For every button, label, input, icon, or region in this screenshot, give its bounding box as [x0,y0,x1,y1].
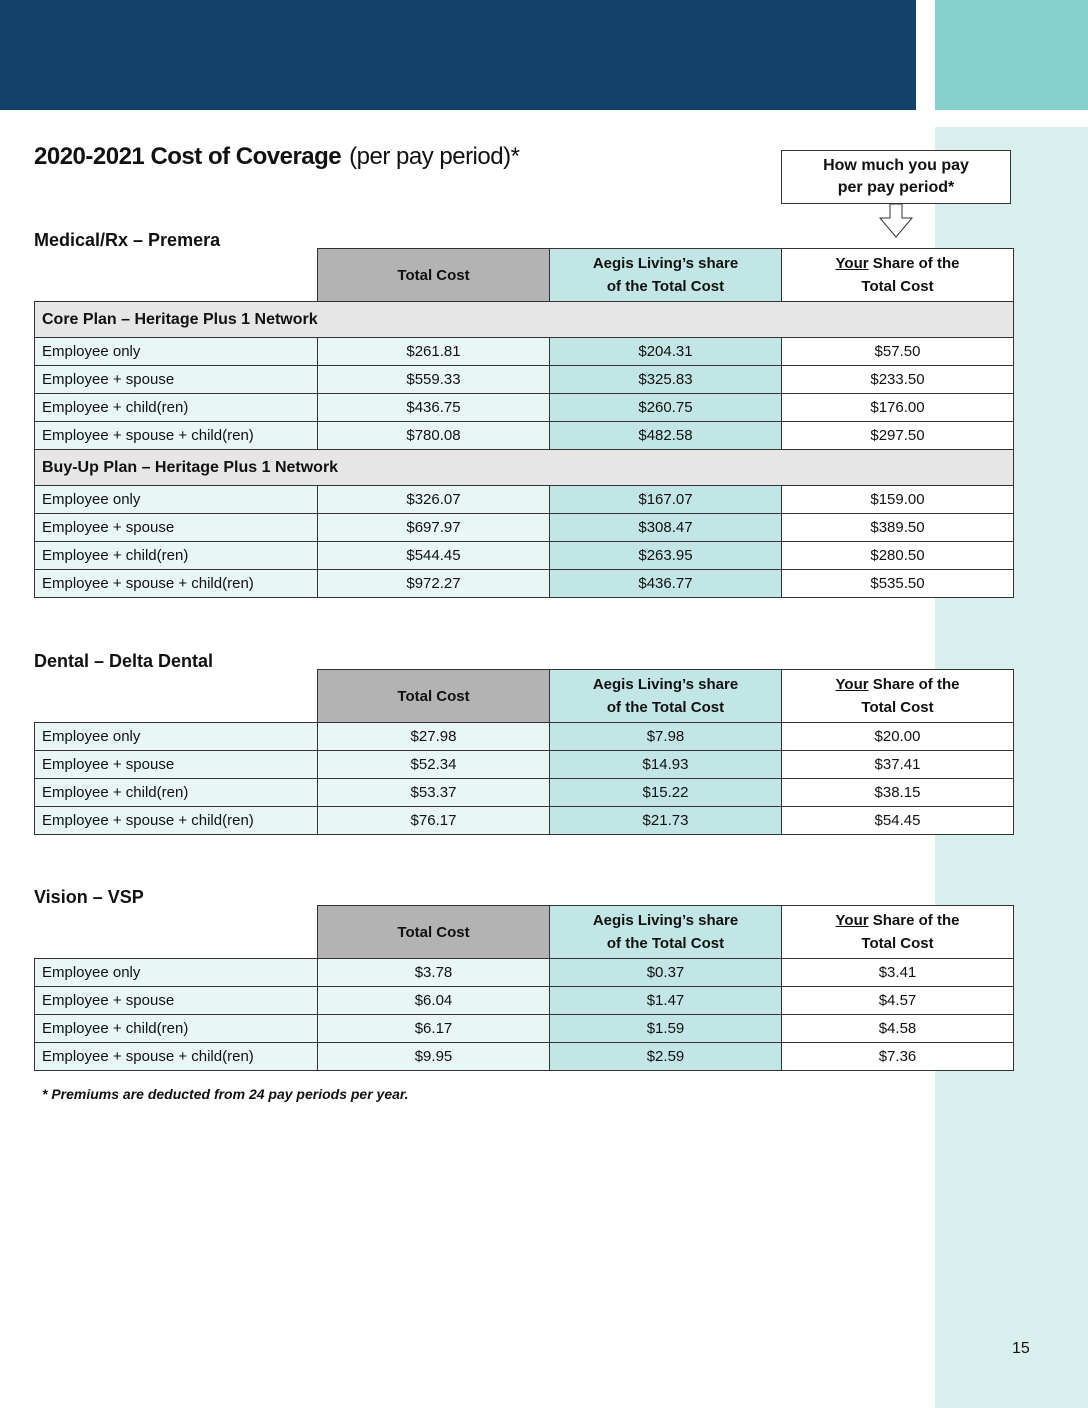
header-accent-block [935,0,1088,110]
table-row: Employee + spouse $52.34 $14.93 $37.41 [35,751,1014,779]
col-header-total-cost: Total Cost [318,670,550,723]
col-header-your-share: Your Share of the Total Cost [782,670,1014,723]
table-row: Employee + spouse + child(ren) $9.95 $2.59 $7.36 [35,1043,1014,1071]
plan-group-row: Core Plan – Heritage Plus 1 Network [35,302,1014,338]
table-row: Employee only $326.07 $167.07 $159.00 [35,486,1014,514]
title-sub: (per pay period)* [349,143,520,170]
table-row: Employee + child(ren) $436.75 $260.75 $176.00 [35,394,1014,422]
arrow-down-icon [878,204,914,238]
dental-cost-table [34,669,1014,835]
footnote: * Premiums are deducted from 24 pay periods per year. [42,1086,409,1102]
col-header-aegis-share: Aegis Living’s share of the Total Cost [550,249,782,302]
callout-line-2: per pay period* [837,179,955,196]
vision-section-title: Vision – VSP [34,887,144,907]
col-header-your-share: Your Share of the Total Cost [782,249,1014,302]
table-row: Employee only $27.98 $7.98 $20.00 [35,723,1014,751]
table-row: Employee + spouse + child(ren) $780.08 $482.58 $297.50 [35,422,1014,450]
col-header-total-cost: Total Cost [318,249,550,302]
table-row: Employee + child(ren) $544.45 $263.95 $280.50 [35,542,1014,570]
dental-section-title: Dental – Delta Dental [34,651,214,671]
medical-section-title: Medical/Rx – Premera [34,230,221,250]
table-header-row [35,906,1014,959]
callout-box [781,150,1011,204]
table-row: Employee + spouse $559.33 $325.83 $233.50 [35,366,1014,394]
table-row: Employee + spouse + child(ren) $972.27 $436.77 $535.50 [35,570,1014,598]
table-header-row [35,670,1014,723]
col-header-aegis-share: Aegis Living’s share of the Total Cost [550,670,782,723]
col-header-your-share: Your Share of the Total Cost [782,906,1014,959]
col-header-total-cost: Total Cost [318,906,550,959]
table-row: Employee + spouse + child(ren) $76.17 $21.73 $54.45 [35,807,1014,835]
table-row: Employee only $261.81 $204.31 $57.50 [35,338,1014,366]
table-row: Employee + spouse $6.04 $1.47 $4.57 [35,987,1014,1015]
col-header-aegis-share: Aegis Living’s share of the Total Cost [550,906,782,959]
header-banner [0,0,916,110]
medical-cost-table [34,248,1014,598]
page-title [34,143,519,171]
page-number: 15 [1012,1340,1030,1357]
table-row: Employee + spouse $697.97 $308.47 $389.50 [35,514,1014,542]
title-main: 2020-2021 Cost of Coverage [34,143,342,170]
table-row: Employee only $3.78 $0.37 $3.41 [35,959,1014,987]
table-row: Employee + child(ren) $6.17 $1.59 $4.58 [35,1015,1014,1043]
vision-cost-table [34,905,1014,1071]
plan-group-row: Buy-Up Plan – Heritage Plus 1 Network [35,450,1014,486]
table-row: Employee + child(ren) $53.37 $15.22 $38.15 [35,779,1014,807]
table-header-row [35,249,1014,302]
callout-line-1: How much you pay [823,157,969,174]
